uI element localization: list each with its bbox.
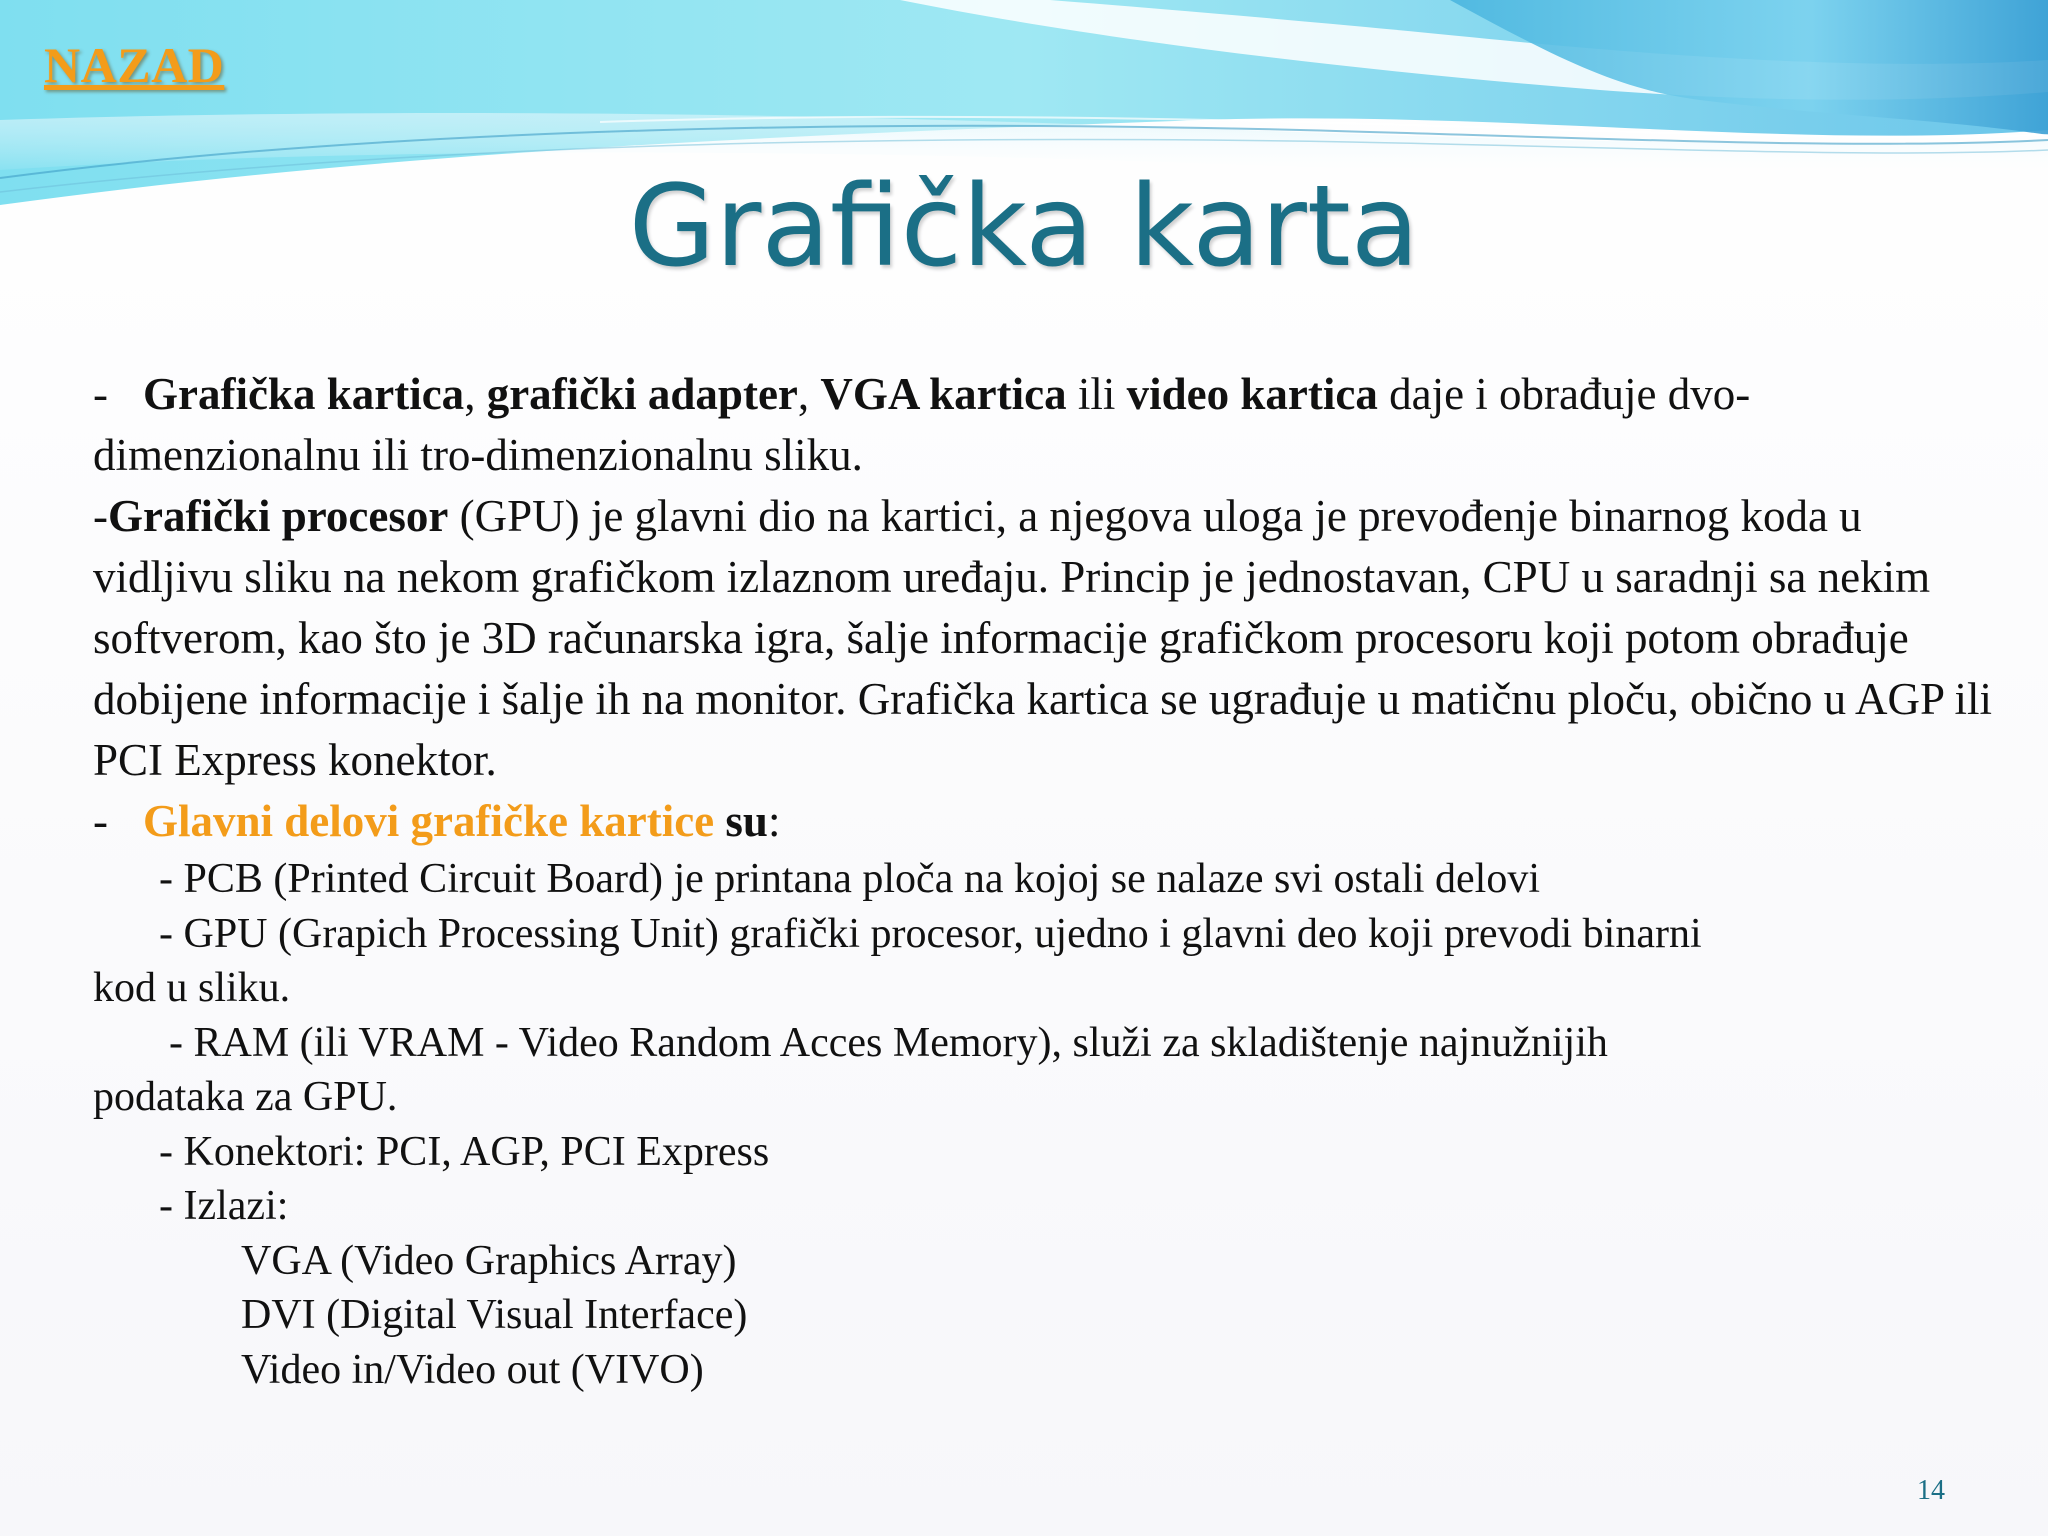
term-gpu: Grafički procesor bbox=[108, 491, 449, 541]
outputs-list bbox=[93, 1234, 1993, 1398]
list-item-connectors: - Konektori: PCI, AGP, PCI Express bbox=[159, 1128, 770, 1175]
parts-list bbox=[93, 852, 1993, 1397]
output-vivo: Video in/Video out (VIVO) bbox=[241, 1346, 704, 1393]
term-video-card: video kartica bbox=[1126, 369, 1378, 419]
parts-heading-highlight: Glavni delovi grafičke kartice bbox=[143, 796, 715, 846]
list-item-outputs-label: - Izlazi: bbox=[159, 1183, 289, 1229]
paragraph-gpu-description: -Grafički procesor (GPU) je glavni dio na kartici, a njegova uloga je prevođenje binarnog koda u vidljivu sliku na nekom grafičkom izlaznom uređaju. Princip je jednostavan, CPU u saradnji sa nekim softverom, kao što je 3D računarska igra, šalje informacije grafičkom procesoru koji potom obrađuje dobijene informacije i šalje ih na monitor. Grafička kartica se ugrađuje u matičnu ploču, obično u AGP ili PCI Express konektor. bbox=[93, 491, 1993, 785]
list-item-pcb: - PCB (Printed Circuit Board) je printana ploča na kojoj se nalaze svi ostali delovi bbox=[159, 856, 1541, 902]
output-dvi: DVI (Digital Visual Interface) bbox=[241, 1292, 748, 1338]
term-graphics-adapter: grafički adapter bbox=[486, 369, 798, 419]
paragraph-graphics-card-definition: - Grafička kartica, grafički adapter, VGA kartica ili video kartica daje i obrađuje dvo-dimenzionalnu ili tro-dimenzionalnu sliku. bbox=[93, 369, 1751, 480]
list-item-ram: - RAM (ili VRAM - Video Random Acces Memory), služi za skladištenje najnužnijih podataka za GPU. bbox=[93, 1019, 1608, 1120]
term-graphics-card: Grafička kartica bbox=[143, 369, 465, 419]
parts-heading: - Glavni delovi grafičke kartice su: bbox=[93, 796, 781, 846]
output-vga: VGA (Video Graphics Array) bbox=[241, 1237, 737, 1284]
back-link[interactable]: NAZAD bbox=[44, 37, 225, 93]
slide-title: Grafička karta bbox=[628, 162, 1420, 292]
page-number: 14 bbox=[1917, 1475, 1945, 1506]
list-item-gpu: - GPU (Grapich Processing Unit) grafički procesor, ujedno i glavni deo koji prevodi binarni kod u sliku. bbox=[93, 910, 1702, 1011]
slide-body bbox=[93, 364, 1993, 1397]
term-vga-card: VGA kartica bbox=[820, 369, 1067, 419]
